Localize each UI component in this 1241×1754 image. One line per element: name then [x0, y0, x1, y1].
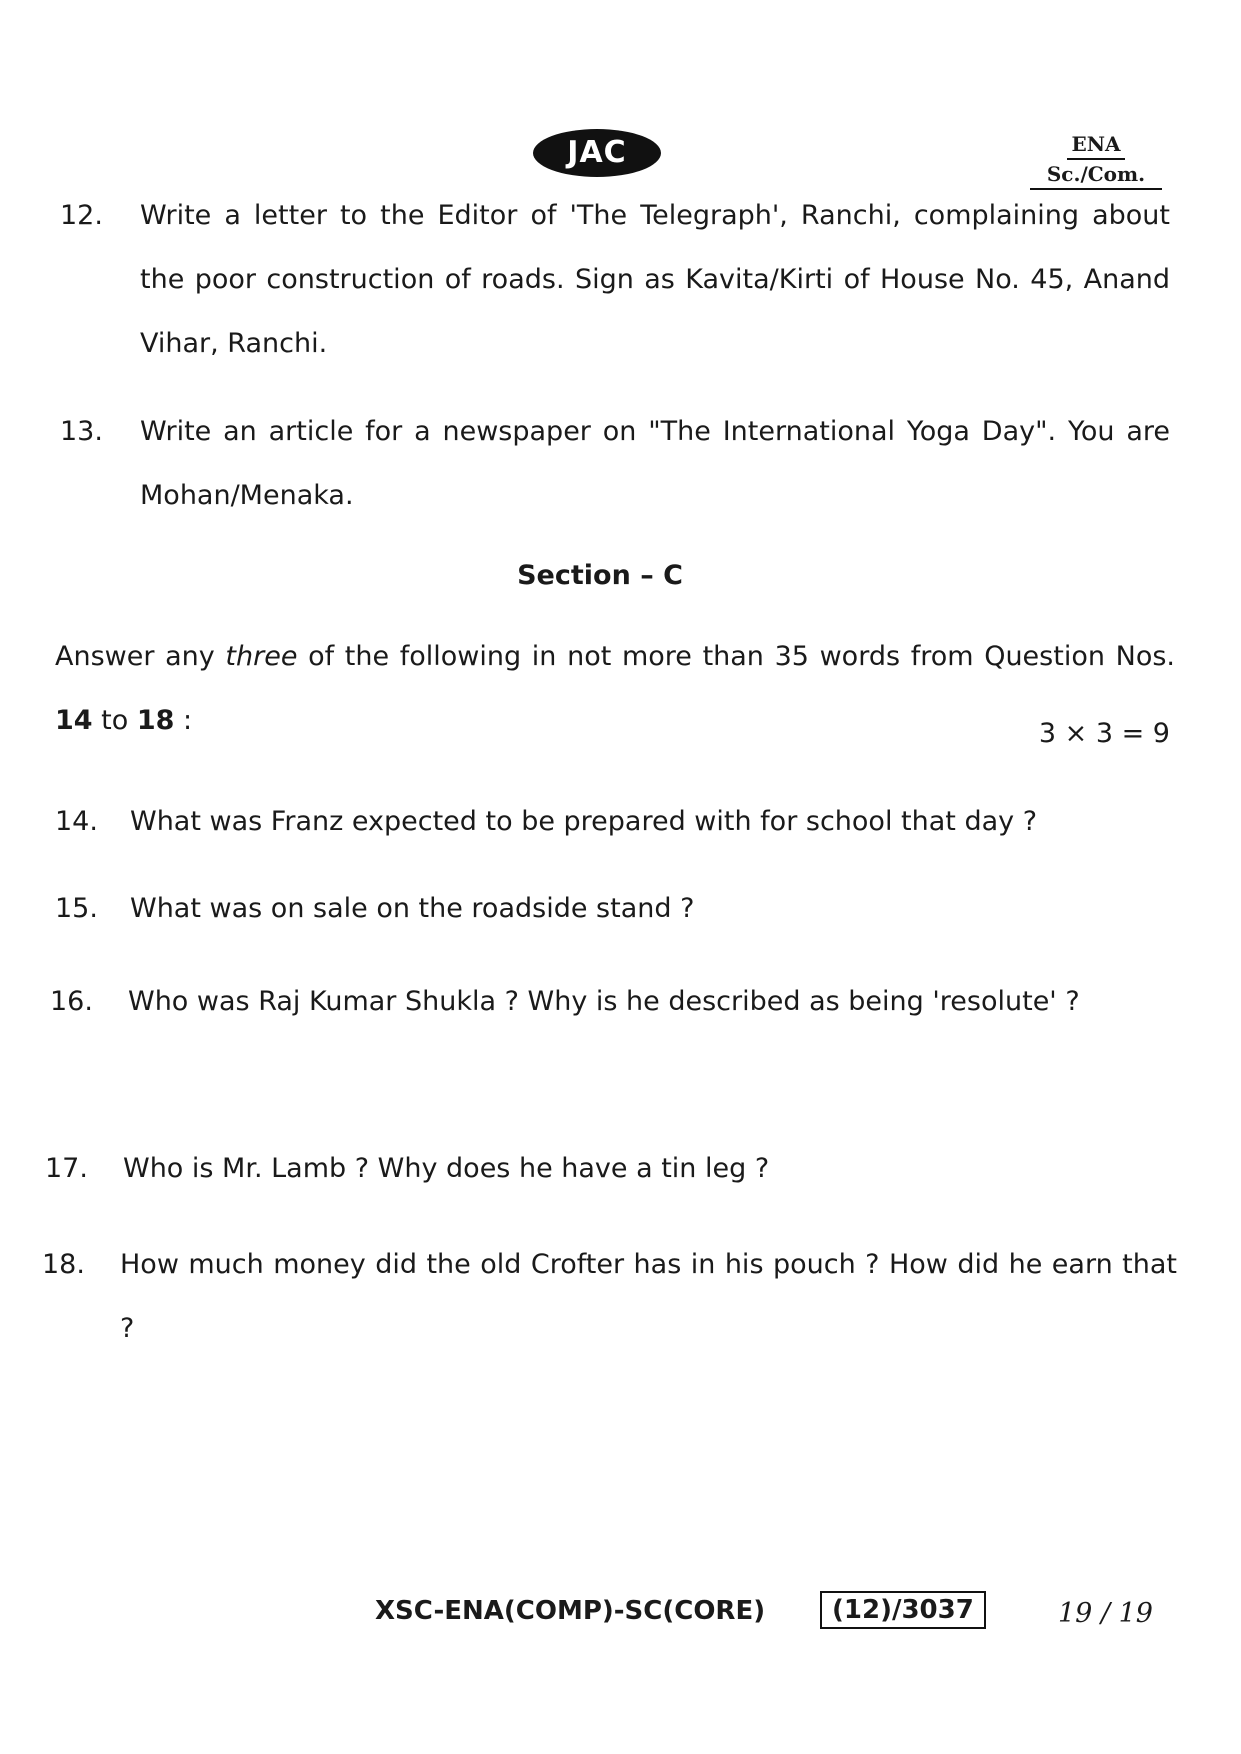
question-text: Write an article for a newspaper on "The International Yoga Day". You are Mohan/Menaka.: [140, 416, 1170, 511]
question-text: What was on sale on the roadside stand ?: [130, 893, 695, 924]
paper-set-code: (12)/3037: [820, 1591, 986, 1629]
question-number: 13.: [60, 416, 103, 447]
question-number: 12.: [60, 200, 103, 231]
subject-code-bottom: Sc./Com.: [1046, 162, 1146, 186]
instruction-emphasis: three: [225, 641, 298, 672]
instruction-text: :: [174, 705, 193, 736]
paper-code: XSC-ENA(COMP)-SC(CORE): [375, 1596, 766, 1626]
question-number: 15.: [55, 893, 98, 924]
jac-logo: [533, 129, 661, 177]
subject-code: [1030, 132, 1162, 190]
section-title: Section – C: [517, 560, 683, 591]
subject-code-top: ENA: [1067, 132, 1124, 160]
question-number: 17.: [45, 1153, 88, 1184]
question-number: 18.: [42, 1249, 85, 1280]
page-number: 19 / 19: [1058, 1598, 1153, 1629]
question-text: How much money did the old Crofter has in his pouch ? How did he earn that ?: [120, 1249, 1177, 1344]
instruction-text: Answer any: [55, 641, 226, 672]
question-text: Write a letter to the Editor of 'The Telegraph', Ranchi, complaining about the poor construction of roads. Sign as Kavita/Kirti of House No. 45, Anand Vihar, Ranchi.: [140, 200, 1170, 359]
question-text: Who is Mr. Lamb ? Why does he have a tin leg ?: [123, 1153, 770, 1184]
question-number: 16.: [50, 986, 93, 1017]
instruction-from: 14: [55, 705, 93, 736]
question-number: 14.: [55, 806, 98, 837]
question-text: What was Franz expected to be prepared with for school that day ?: [130, 806, 1038, 837]
question-text: Who was Raj Kumar Shukla ? Why is he described as being 'resolute' ?: [128, 986, 1080, 1017]
marks-allocation: 3 × 3 = 9: [1038, 718, 1170, 749]
instruction-text: of the following in not more than 35 words from Question Nos.: [297, 641, 1175, 672]
instruction-to: 18: [136, 705, 175, 736]
instruction-text: to: [92, 705, 137, 736]
jac-logo-text: JAC: [567, 135, 627, 170]
